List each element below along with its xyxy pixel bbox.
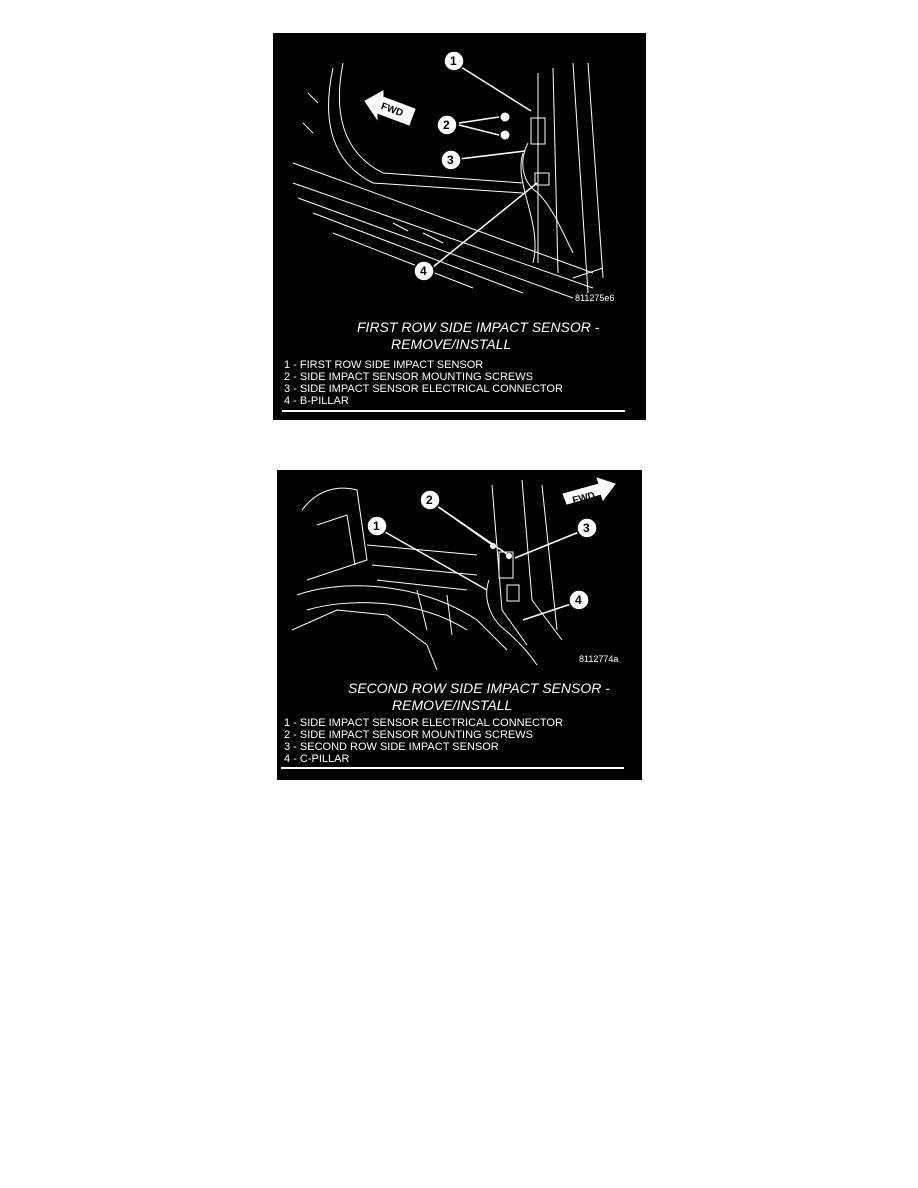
figure-title-line1: FIRST ROW SIDE IMPACT SENSOR -	[357, 319, 600, 335]
fwd-arrow-icon	[365, 91, 415, 125]
legend-item: 1 - SIDE IMPACT SENSOR ELECTRICAL CONNECTOR	[284, 717, 563, 729]
legend-divider	[281, 767, 624, 769]
legend-divider	[282, 410, 625, 412]
svg-text:4: 4	[420, 264, 427, 278]
legend-item: 2 - SIDE IMPACT SENSOR MOUNTING SCREWS	[284, 371, 533, 383]
svg-text:1: 1	[450, 54, 457, 68]
second-row-line-drawing	[277, 470, 642, 670]
legend-item: 3 - SECOND ROW SIDE IMPACT SENSOR	[284, 741, 499, 753]
figure-id: 811275e6	[575, 293, 615, 303]
legend-item: 4 - B-PILLAR	[284, 395, 349, 407]
figure-title-line2: REMOVE/INSTALL	[391, 336, 512, 352]
svg-text:4: 4	[575, 593, 582, 607]
svg-text:FWD: FWD	[379, 101, 405, 120]
first-row-line-drawing	[273, 33, 646, 323]
svg-text:FWD: FWD	[571, 490, 597, 507]
fwd-arrow-icon	[563, 478, 615, 507]
svg-text:3: 3	[447, 153, 454, 167]
legend-item: 3 - SIDE IMPACT SENSOR ELECTRICAL CONNECTOR	[284, 383, 563, 395]
figure-legend	[284, 359, 563, 407]
figure-first-row-sensor	[273, 33, 646, 420]
svg-text:2: 2	[426, 493, 433, 507]
figure-title-line2: REMOVE/INSTALL	[392, 697, 513, 713]
figure-legend	[284, 717, 563, 765]
legend-item: 4 - C-PILLAR	[284, 753, 350, 765]
svg-text:3: 3	[583, 521, 590, 535]
figure-id: 8112774a	[579, 654, 619, 664]
svg-text:1: 1	[373, 519, 380, 533]
figure-second-row-sensor	[277, 470, 642, 780]
figure-title-line1: SECOND ROW SIDE IMPACT SENSOR -	[348, 680, 610, 696]
svg-text:2: 2	[443, 118, 450, 132]
legend-item: 2 - SIDE IMPACT SENSOR MOUNTING SCREWS	[284, 729, 533, 741]
legend-item: 1 - FIRST ROW SIDE IMPACT SENSOR	[284, 359, 484, 371]
